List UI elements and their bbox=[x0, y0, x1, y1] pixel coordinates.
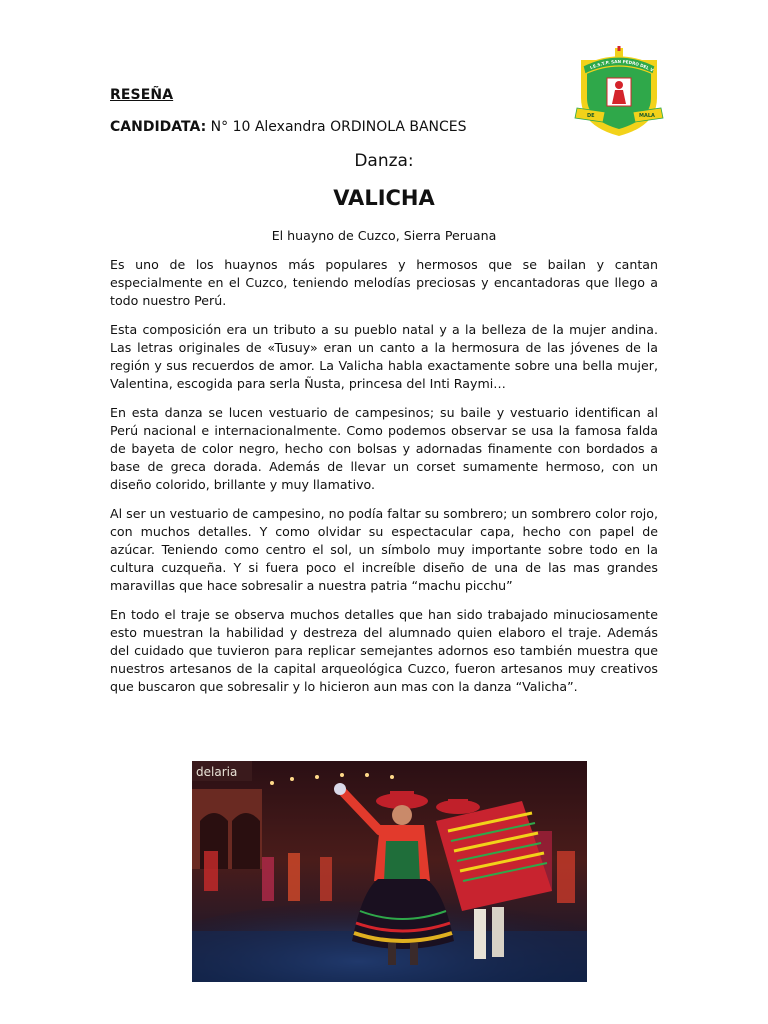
dance-title: VALICHA bbox=[333, 186, 435, 210]
body-text bbox=[110, 256, 658, 707]
dance-subtitle: El huayno de Cuzco, Sierra Peruana bbox=[271, 228, 497, 243]
candidate-value: N° 10 Alexandra ORDINOLA BANCES bbox=[210, 119, 467, 135]
paragraph: En todo el traje se observa muchos detalles que han sido trabajado minuciosamente esto muestran la habilidad y destreza del alumnado quien elaboro el traje. Además del cuidado que tuvieron para replicar semejantes adornos eso también muestra que nuestros artesanos de la capital arqueológica Cuzco, fueron artesanos muy creativos que buscaron que sobresalir y lo hicieron aun mas con la danza “Valicha”. bbox=[110, 607, 658, 694]
svg-text:DE: DE bbox=[587, 113, 595, 119]
heading-resena: RESEÑA bbox=[110, 87, 174, 103]
banner-text: delaria bbox=[196, 765, 238, 779]
paragraph: En esta danza se lucen vestuario de campesinos; su baile y vestuario identifican al Perú nacional e internacionalmente. Como podemos observar se usa la famosa falda de bayeta de color negro, hecho con bolsas y adornadas finamente con bordados a base de greca dorada. Además de llevar un corset sumamente hermoso, con un diseño colorido, brillante y muy llamativo. bbox=[110, 405, 658, 492]
paragraph: Esta composición era un tributo a su pueblo natal y a la belleza de la mujer andina. Las letras originales de «Tusuy» eran un canto a la hermosura de las jóvenes de la región y sus recuerdos de amor. La Valicha habla exactamente sobre una bella mujer, Valentina, escogida para serla Ñusta, princesa del Inti Raymi… bbox=[110, 322, 658, 391]
candidate-line bbox=[110, 119, 467, 135]
dance-label: Danza: bbox=[354, 151, 414, 171]
dancers-illustration bbox=[192, 761, 587, 982]
dance-photo bbox=[192, 761, 587, 982]
paragraph: Al ser un vestuario de campesino, no podía faltar su sombrero; un sombrero color rojo, con muchos detalles. Y como olvidar su espectacular capa, hecho con papel de azúcar. Teniendo como centro el sol, un símbolo muy importante sobre todo en la cultura cuzqueña. Y si fuera poco el increíble diseño de una de las mas grandes maravillas que hace sobresalir a nuestra patria “machu picchu” bbox=[110, 506, 658, 593]
svg-text:I.E.S.T.P. SAN PEDRO DEL VALLE: I.E.S.T.P. SAN PEDRO DEL V bbox=[589, 58, 655, 73]
school-crest-logo bbox=[573, 46, 665, 140]
candidate-label: CANDIDATA: bbox=[110, 119, 207, 135]
svg-text:MALA: MALA bbox=[639, 113, 655, 119]
paragraph: Es uno de los huaynos más populares y hermosos que se bailan y cantan especialmente en el Cuzco, teniendo melodías preciosas y encantadoras que llego a todo nuestro Perú. bbox=[110, 257, 658, 308]
